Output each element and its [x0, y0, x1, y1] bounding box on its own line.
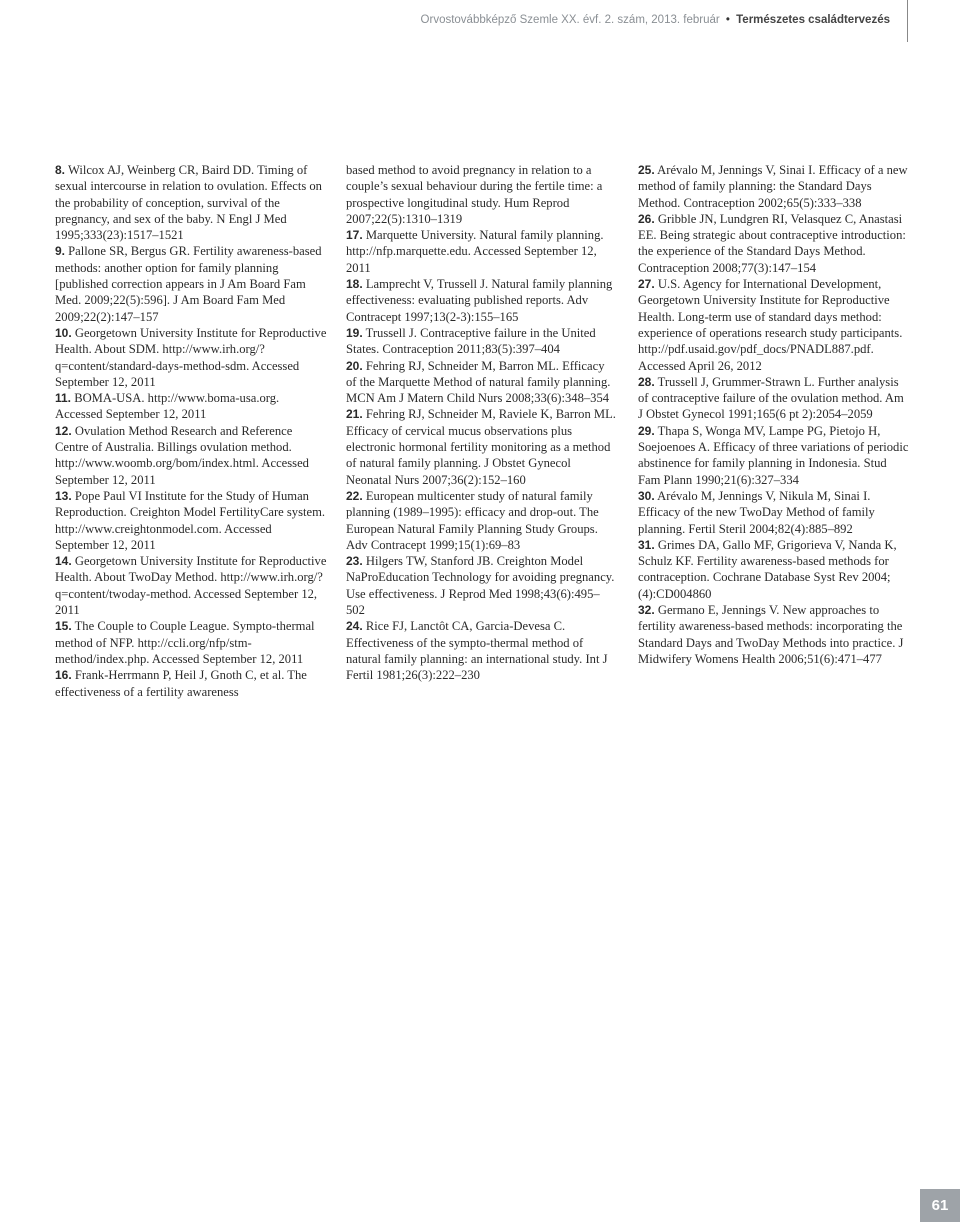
reference-item	[55, 667, 327, 700]
reference-number: 17.	[346, 228, 363, 243]
reference-number: 15.	[55, 619, 72, 634]
reference-number: 19.	[346, 325, 363, 340]
reference-number: 26.	[638, 211, 655, 226]
reference-item	[346, 162, 618, 227]
reference-text: Thapa S, Wonga MV, Lampe PG, Pietojo H, Soejoenoes A. Efficacy of three variations of periodic abstinence for family planning in Indonesia. Stud Fam Plann 1990;21(6):327–334	[638, 423, 909, 487]
reference-text: Georgetown University Institute for Reproductive Health. About SDM. http://www.irh.org/?q=content/standard-days-method-sdm. Accessed September 12, 2011	[55, 325, 327, 389]
reference-item	[55, 618, 327, 667]
reference-item	[638, 374, 910, 423]
reference-number: 10.	[55, 325, 72, 340]
reference-number: 27.	[638, 277, 655, 292]
running-header	[421, 14, 890, 26]
reference-text: BOMA-USA. http://www.boma-usa.org. Accessed September 12, 2011	[55, 391, 280, 422]
reference-text: Gribble JN, Lundgren RI, Velasquez C, Anastasi EE. Being strategic about contraceptive introduction: the experience of the Standard Days Method. Contraception 2008;77(3):147–154	[638, 211, 906, 275]
reference-text: Rice FJ, Lanctôt CA, Garcia-Devesa C. Effectiveness of the sympto-thermal method of natural family planning: an international study. Int J Fertil 1981;26(3):222–230	[346, 619, 608, 683]
reference-item	[346, 488, 618, 553]
reference-number: 11.	[55, 391, 72, 406]
reference-item	[346, 325, 618, 358]
reference-column-1	[55, 162, 327, 700]
reference-number: 32.	[638, 603, 655, 618]
header-rule	[907, 0, 908, 42]
reference-item	[55, 423, 327, 488]
reference-number: 23.	[346, 554, 363, 569]
reference-text: based method to avoid pregnancy in relation to a couple’s sexual behaviour during the fertile time: a prospective longitudinal study. Hum Reprod 2007;22(5):1310–1319	[346, 163, 603, 226]
reference-item	[638, 276, 910, 374]
reference-item	[55, 325, 327, 390]
reference-text: Lamprecht V, Trussell J. Natural family planning effectiveness: evaluating published reports. Adv Contracept 1997;13(2-3):155–165	[346, 277, 613, 324]
reference-text: Trussell J, Grummer-Strawn L. Further analysis of contraceptive failure of the ovulation method. Am J Obstet Gynecol 1991;165(6 pt 2):2054–2059	[638, 374, 904, 422]
reference-number: 21.	[346, 407, 363, 422]
reference-number: 28.	[638, 374, 655, 389]
reference-text: Grimes DA, Gallo MF, Grigorieva V, Nanda K, Schulz KF. Fertility awareness-based methods for contraception. Cochrane Database Syst Rev 2004;(4):CD004860	[638, 537, 897, 601]
journal-info: Orvostovábbképző Szemle XX. évf. 2. szám, 2013. február	[420, 14, 720, 26]
reference-item	[55, 390, 327, 423]
reference-text: U.S. Agency for International Development, Georgetown University Institute for Reproductive Health. Long-term use of standard days method: experience of operations research study participants. http://pdf.usaid.gov/pdf_docs/PNADL887.pdf. Accessed April 26, 2012	[638, 277, 903, 373]
reference-number: 9.	[55, 244, 66, 259]
reference-number: 24.	[346, 619, 363, 634]
reference-number: 8.	[55, 163, 66, 177]
reference-text: Marquette University. Natural family planning. http://nfp.marquette.edu. Accessed September 12, 2011	[346, 228, 604, 275]
reference-item	[638, 211, 910, 276]
reference-text: Pallone SR, Bergus GR. Fertility awareness-based methods: another option for family planning [published correction appears in J Am Board Fam Med. 2009;22(5):596]. J Am Board Fam Med 2009;22(2):147–157	[55, 244, 322, 324]
section-title: Természetes családtervezés	[736, 14, 890, 26]
reference-column-2	[346, 162, 618, 684]
header-bullet: •	[725, 14, 730, 26]
reference-text: Wilcox AJ, Weinberg CR, Baird DD. Timing of sexual intercourse in relation to ovulation. Effects on the probability of conception, survival of the pregnancy, and sex of the baby. N Engl J Med 1995;333(23):1517–1521	[55, 163, 322, 243]
reference-text: The Couple to Couple League. Sympto-thermal method of NFP. http://ccli.org/nfp/stm-method/index.php. Accessed September 12, 2011	[55, 619, 315, 666]
reference-item	[346, 406, 618, 487]
reference-number: 22.	[346, 488, 363, 503]
reference-text: Fehring RJ, Schneider M, Barron ML. Efficacy of the Marquette Method of natural family planning. MCN Am J Matern Child Nurs 2008;33(6):348–354	[346, 358, 611, 406]
reference-item	[638, 162, 910, 211]
reference-text: Arévalo M, Jennings V, Sinai I. Efficacy of a new method of family planning: the Standard Days Method. Contraception 2002;65(5):333–338	[638, 163, 908, 210]
reference-item	[638, 488, 910, 537]
reference-item	[346, 276, 618, 325]
reference-item	[55, 243, 327, 324]
reference-number: 30.	[638, 488, 655, 503]
reference-item	[55, 162, 327, 243]
reference-number: 20.	[346, 358, 363, 373]
reference-item	[55, 488, 327, 553]
reference-item	[346, 553, 618, 618]
reference-column-3	[638, 162, 910, 667]
reference-text: Georgetown University Institute for Reproductive Health. About TwoDay Method. http://www.irh.org/?q=content/twoday-method. Accessed September 12, 2011	[55, 554, 327, 618]
reference-text: Hilgers TW, Stanford JB. Creighton Model NaProEducation Technology for avoiding pregnancy. Use effectiveness. J Reprod Med 1998;43(6):495–502	[346, 554, 615, 618]
reference-text: Pope Paul VI Institute for the Study of Human Reproduction. Creighton Model FertilityCare system. http://www.creightonmodel.com. Accessed September 12, 2011	[55, 488, 326, 552]
reference-text: Germano E, Jennings V. New approaches to fertility awareness-based methods: incorporating the Standard Days and TwoDay Methods into practice. J Midwifery Womens Health 2006;51(6):471–477	[638, 603, 904, 666]
reference-number: 16.	[55, 668, 72, 683]
reference-item	[346, 618, 618, 683]
reference-number: 12.	[55, 423, 72, 438]
reference-text: Ovulation Method Research and Reference Centre of Australia. Billings ovulation method. http://www.woomb.org/bom/index.html. Accessed September 12, 2011	[55, 423, 309, 487]
reference-item	[55, 553, 327, 618]
reference-text: Arévalo M, Jennings V, Nikula M, Sinai I. Efficacy of the new TwoDay Method of family planning. Fertil Steril 2004;82(4):885–892	[638, 488, 875, 536]
reference-text: Trussell J. Contraceptive failure in the United States. Contraception 2011;83(5):397–404	[346, 325, 596, 357]
page-number: 61	[920, 1189, 960, 1222]
reference-number: 31.	[638, 537, 655, 552]
reference-text: European multicenter study of natural family planning (1989–1995): efficacy and drop-out. The European Natural Family Planning Study Groups. Adv Contracept 1999;15(1):69–83	[346, 488, 599, 552]
reference-item	[346, 227, 618, 276]
reference-item	[638, 423, 910, 488]
reference-text: Fehring RJ, Schneider M, Raviele K, Barron ML. Efficacy of cervical mucus observations plus electronic hormonal fertility monitoring as a method of natural family planning. J Obstet Gynecol Neonatal Nurs 2007;36(2):152–160	[346, 407, 616, 487]
reference-item	[638, 537, 910, 602]
reference-item	[638, 602, 910, 667]
reference-number: 14.	[55, 554, 72, 569]
reference-number: 25.	[638, 163, 655, 177]
reference-number: 13.	[55, 488, 72, 503]
reference-number: 29.	[638, 423, 655, 438]
reference-number: 18.	[346, 277, 363, 292]
reference-item	[346, 358, 618, 407]
reference-text: Frank-Herrmann P, Heil J, Gnoth C, et al. The effectiveness of a fertility awareness	[55, 668, 307, 699]
